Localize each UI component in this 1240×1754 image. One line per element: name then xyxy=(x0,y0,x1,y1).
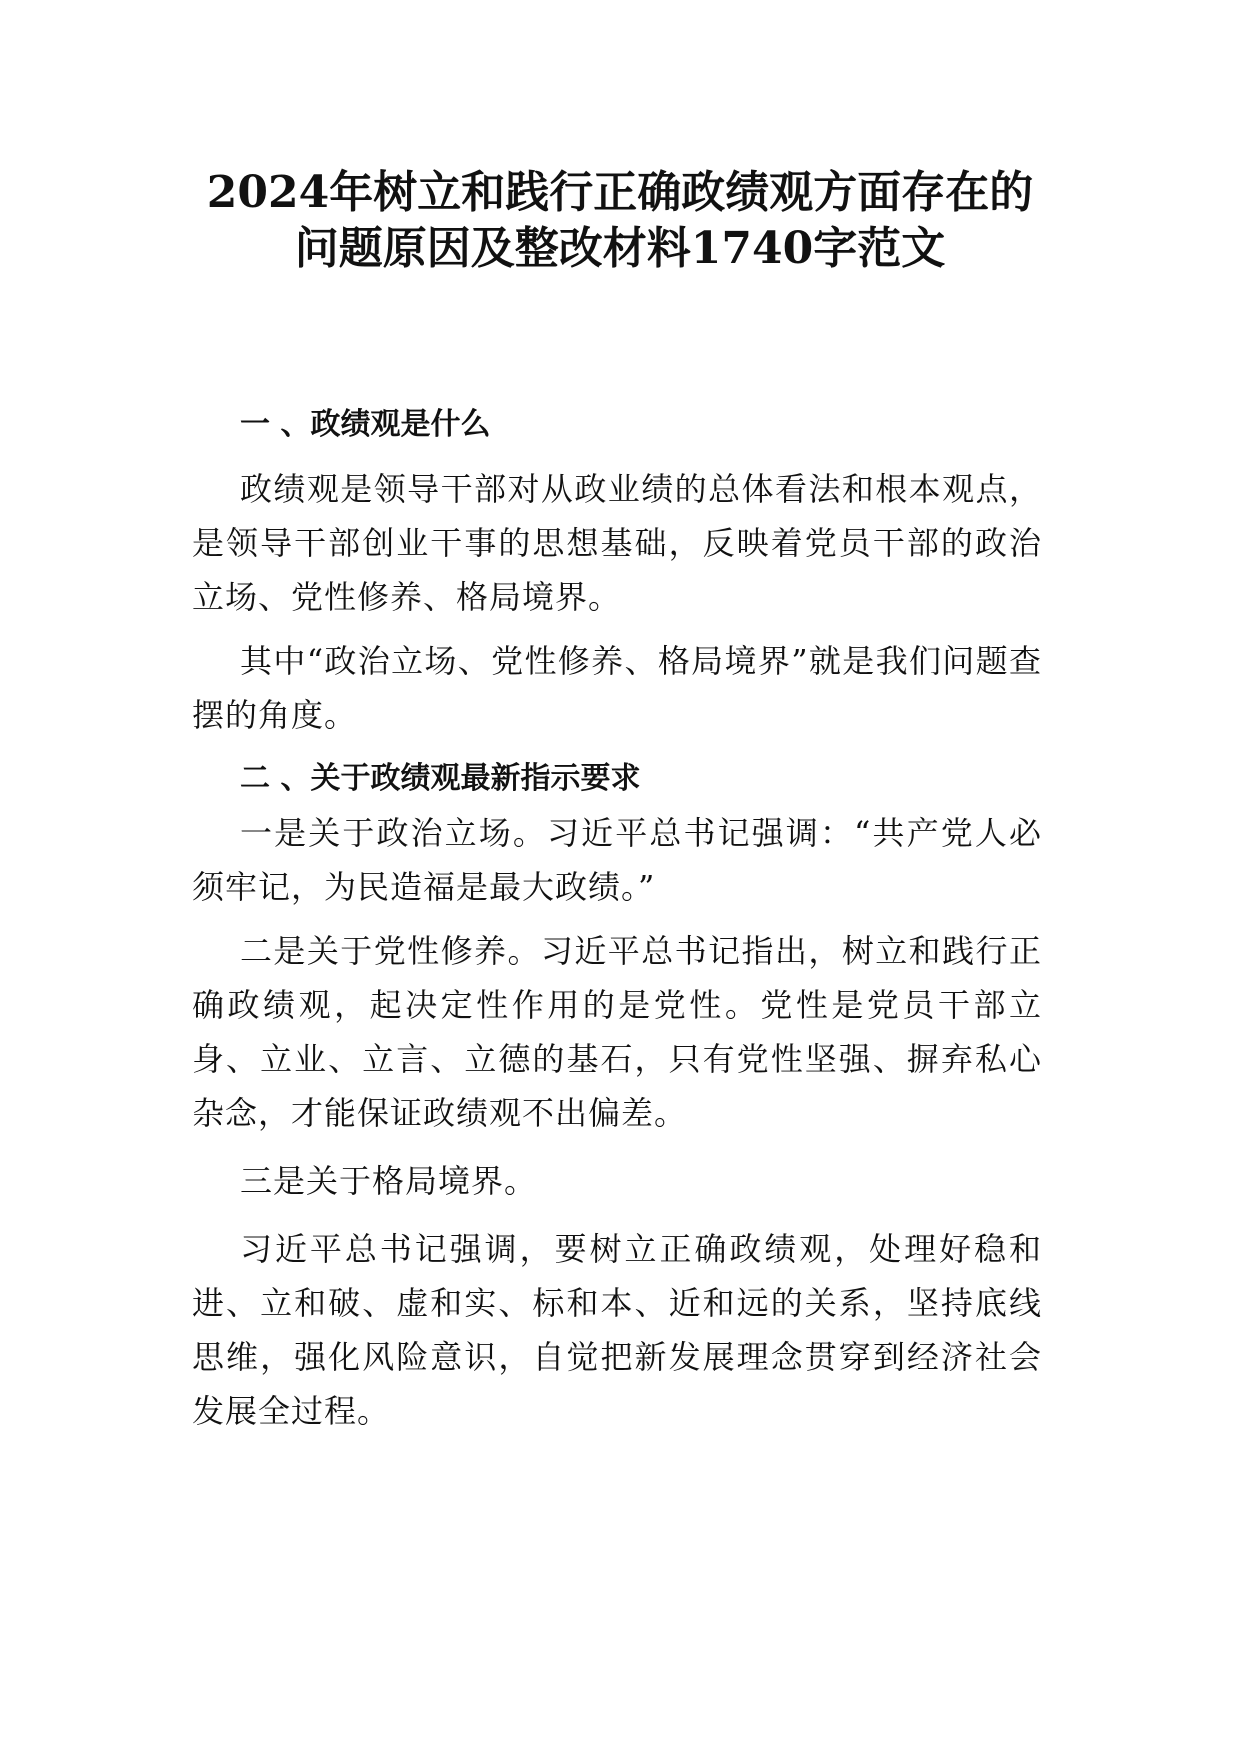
section-1-paragraph-2: 其中“政治立场、党性修养、格局境界”就是我们问题查摆的角度。 xyxy=(192,642,1042,734)
title-line-1: 2024年树立和践行正确政绩观方面存在的 xyxy=(206,167,1034,218)
section-2-paragraph-1: 一是关于政治立场。习近平总书记强调：“共产党人必须牢记，为民造福是最大政绩。” xyxy=(192,814,1042,906)
section-1-paragraph-1: 政绩观是领导干部对从政业绩的总体看法和根本观点，是领导干部创业干事的思想基础，反映着党员干部的政治立场、党性修养、格局境界。 xyxy=(192,470,1042,616)
title-line-2: 问题原因及整改材料1740字范文 xyxy=(294,223,946,274)
document-title xyxy=(150,165,1090,277)
section-2-paragraph-3: 三是关于格局境界。 xyxy=(240,1162,538,1200)
section-1-heading: 一 、政绩观是什么 xyxy=(240,407,491,442)
document-body xyxy=(192,398,1042,1438)
section-2-heading: 二 、关于政绩观最新指示要求 xyxy=(240,761,641,796)
section-2-paragraph-4: 习近平总书记强调，要树立正确政绩观，处理好稳和进、立和破、虚和实、标和本、近和远的关系，坚持底线思维，强化风险意识，自觉把新发展理念贯穿到经济社会发展全过程。 xyxy=(192,1230,1042,1430)
section-2-paragraph-2: 二是关于党性修养。习近平总书记指出，树立和践行正确政绩观，起决定性作用的是党性。党性是党员干部立身、立业、立言、立德的基石，只有党性坚强、摒弃私心杂念，才能保证政绩观不出偏差。 xyxy=(192,932,1042,1132)
